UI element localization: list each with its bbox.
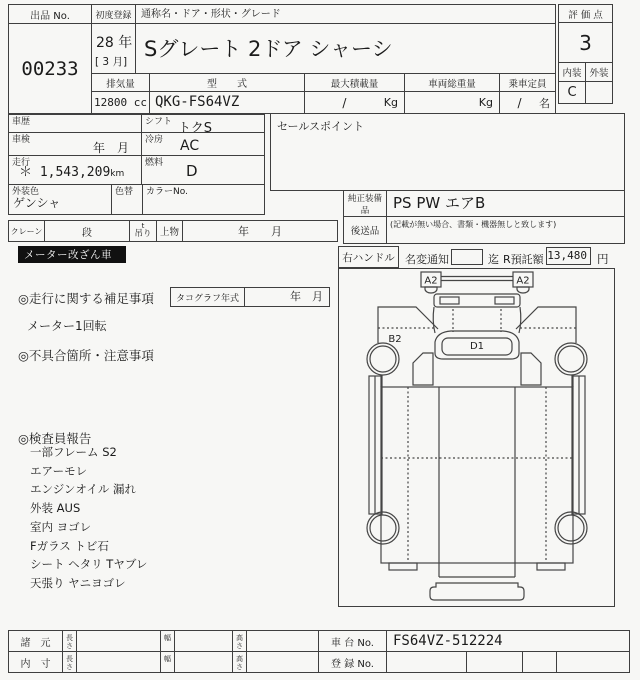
fuel-label: 燃料 — [145, 158, 164, 168]
name-change-box — [451, 249, 483, 265]
mileage-number: ＊ 1,543,209 — [19, 165, 111, 180]
crane-label: クレーン — [8, 220, 45, 242]
panel-label-b2: B2 — [388, 334, 402, 345]
lot-no-value: 00233 — [8, 23, 92, 114]
color-no-label: カラーNo. — [146, 187, 188, 197]
score-header: 評 価 点 — [558, 4, 613, 23]
model-code-header: 型 式 — [149, 73, 305, 92]
inspection-label: 車検 — [12, 135, 31, 145]
inner-height-label: 高さ — [232, 651, 247, 673]
color-change-cell — [111, 184, 143, 215]
displacement-header: 排気量 — [91, 73, 150, 92]
meter-tampered-badge: メーター改ざん車 — [18, 246, 126, 263]
capacity-unit: 名 — [539, 96, 550, 110]
aircon-label: 冷房 — [145, 135, 164, 145]
inner-height-value — [246, 651, 319, 673]
inner-width-label: 幅 — [160, 651, 175, 673]
aircon-cell — [141, 132, 265, 156]
score-value: 3 — [558, 22, 613, 63]
shift-label: シフト — [145, 117, 173, 127]
exterior-color-value: ゲンシャ — [13, 196, 61, 210]
model-code-value: QKG-FS64VZ — [149, 91, 305, 114]
oem-equipment-value: PS PW エアB — [386, 190, 625, 217]
first-reg-month: [ 3 月] — [95, 56, 128, 68]
lot-no-header: 出品 No. — [8, 4, 92, 24]
later-items-label: 後送品 — [343, 216, 387, 244]
shift-value: トクS — [178, 121, 212, 136]
oem-equipment-label: 純正装備品 — [343, 190, 387, 217]
inspector-report-item: エンジンオイル 漏れ — [30, 482, 137, 497]
tachograph-value: 年 月 — [244, 287, 330, 307]
inspection-cell — [8, 132, 142, 156]
spec-height-label: 高さ — [232, 630, 247, 652]
mileage-label: 走行 — [12, 158, 31, 168]
inner-length-value — [76, 651, 161, 673]
gross-weight-value — [404, 91, 500, 114]
sales-point-label: セールスポイント — [277, 120, 365, 133]
displacement-value: 12800 cc — [91, 91, 150, 114]
exterior-color-label: 外装色 — [12, 187, 40, 197]
max-load-slash: / — [342, 95, 347, 110]
first-registration-value — [91, 23, 136, 74]
exterior-color-cell — [8, 184, 112, 215]
spec-length-label: 長さ — [62, 630, 77, 652]
gross-weight-unit: Kg — [478, 96, 493, 109]
inspector-report-item: シート ヘタリ Tヤブレ — [30, 557, 148, 572]
inspector-report-list — [30, 443, 147, 593]
aircon-value: AC — [180, 138, 200, 154]
vehicle-diagram-box — [338, 268, 615, 607]
rhd-badge: 右ハンドル — [338, 246, 399, 268]
model-name-value: Sグレート 2ドア シャーシ — [135, 23, 556, 74]
registration-no-cell-4 — [556, 651, 630, 673]
inspector-report-item: エアーモレ — [30, 463, 88, 478]
inspector-report-item: 室内 ヨゴレ — [30, 519, 92, 534]
body-equipment-label: 上物 — [156, 220, 183, 242]
panel-label-a2-right: A2 — [516, 275, 530, 287]
mileage-value — [19, 161, 124, 180]
capacity-value — [499, 91, 556, 114]
fuel-cell — [141, 155, 265, 185]
max-load-header: 最大積載量 — [304, 73, 405, 92]
interior-header: 内装 — [558, 62, 586, 82]
deposit-label: R預託額 — [503, 253, 544, 266]
exterior-grade — [585, 81, 613, 104]
body-equipment-value: 年 月 — [182, 220, 338, 242]
crane-lift-cell — [129, 220, 157, 242]
lift-label: 吊り — [134, 229, 152, 240]
registration-no-cell-1 — [386, 651, 467, 673]
inspection-value: 年 月 — [92, 141, 129, 155]
inspector-report-item: Fガラス トビ石 — [30, 538, 109, 553]
later-items-note: (記載が無い場合、書類・機器無しと致します) — [386, 216, 625, 244]
history-cell — [8, 114, 142, 133]
truck-diagram — [339, 269, 614, 606]
fuel-value: D — [186, 162, 198, 180]
mileage-cell — [8, 155, 142, 185]
color-no-cell — [142, 184, 265, 215]
gross-weight-header: 車両総重量 — [404, 73, 500, 92]
inspector-report-item: 天張り ヤニヨゴレ — [30, 575, 126, 590]
panel-label-d1: D1 — [469, 341, 485, 352]
inner-dim-row-label: 内 寸 — [8, 651, 63, 673]
deposit-value: 13,480 — [546, 247, 591, 265]
mileage-unit: km — [110, 169, 125, 179]
history-label: 車歴 — [12, 117, 31, 127]
first-reg-year: 28 年 — [96, 35, 133, 51]
registration-no-label: 登 録 No. — [318, 651, 387, 673]
inspector-report-title: ◎検査員報告 — [18, 431, 92, 446]
mileage-notes-title: ◎走行に関する補足事項 — [18, 291, 154, 306]
shift-cell — [141, 114, 265, 136]
chassis-no-label: 車 台 No. — [318, 630, 387, 652]
capacity-header: 乗車定員 — [499, 73, 556, 92]
sales-point-box — [270, 113, 625, 191]
spec-width-value — [174, 630, 233, 652]
max-load-unit: Kg — [383, 96, 398, 109]
registration-no-cell-2 — [466, 651, 523, 673]
tachograph-label: タコグラフ年式 — [170, 287, 245, 307]
inspector-report-item: 外装 AUS — [30, 501, 81, 516]
interior-grade: C — [558, 81, 586, 104]
panel-label-a2-left: A2 — [424, 275, 438, 287]
model-name-header: 通称名・ドア・形状・グレード — [135, 4, 556, 24]
color-change-label: 色替 — [115, 187, 134, 197]
spec-width-label: 幅 — [160, 630, 175, 652]
inspector-report-item: 一部フレーム S2 — [30, 445, 117, 459]
defects-title: ◎不具合箇所・注意事項 — [18, 348, 154, 363]
spec-length-value — [76, 630, 161, 652]
chassis-no-value: FS64VZ-512224 — [386, 630, 630, 652]
yen-label: 円 — [597, 252, 609, 266]
lift-ton-unit: t — [141, 222, 145, 231]
first-registration-header: 初度登録 — [91, 4, 136, 24]
registration-no-cell-3 — [522, 651, 557, 673]
mileage-note: メーター1回転 — [27, 319, 107, 333]
capacity-slash: / — [517, 95, 522, 110]
until-label: 迄 — [488, 253, 499, 266]
exterior-header: 外装 — [585, 62, 613, 82]
max-load-value — [304, 91, 405, 114]
inner-width-value — [174, 651, 233, 673]
spec-height-value — [246, 630, 319, 652]
spec-row-label: 諸 元 — [8, 630, 63, 652]
crane-stage-cell: 段 — [44, 220, 130, 242]
name-change-label: 名変通知 — [405, 253, 449, 266]
inner-length-label: 長さ — [62, 651, 77, 673]
